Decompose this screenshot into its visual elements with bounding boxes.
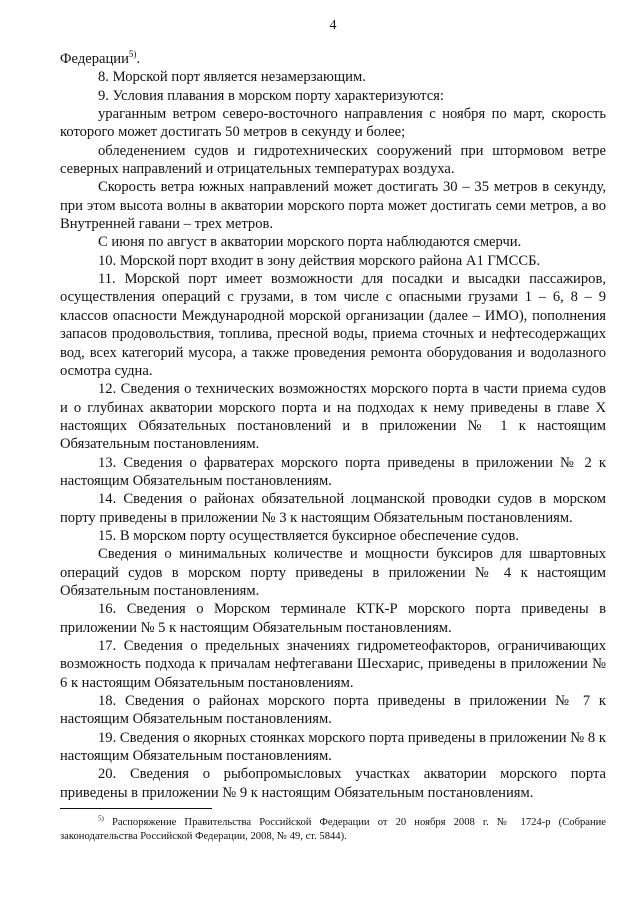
paragraph-item-16: 16. Сведения о Морском терминале КТК-Р морского порта приведены в приложении № 5 к настоящим Обязательным постановлениям. [60, 601, 606, 636]
paragraph-item-8: 8. Морской порт является незамерзающим. [98, 69, 366, 86]
paragraph-item-10: 10. Морской порт входит в зону действия морского района А1 ГМССБ. [98, 252, 541, 269]
footnote [60, 816, 606, 844]
paragraph-item-17: 17. Сведения о предельных значениях гидрометеофакторов, ограничивающих возможность подхода к причалам нефтегавани Шесхарис, приведены в приложении № 6 к настоящим Обязательным постановлениям. [60, 638, 606, 691]
paragraph-item-20: 20. Сведения о рыбопромысловых участках акватории морского порта приведены в приложении № 9 к настоящим Обязательным постановлениям. [60, 766, 606, 801]
paragraph-item-12: 12. Сведения о технических возможностях морского порта в части приема судов и о глубинах акватории морского порта и на подходах к нему приведены в главе X настоящих Обязательных постановлений и в приложении № 1 к настоящим Обязательным постановлениям. [60, 381, 606, 453]
footnote-mark: 5) [98, 814, 104, 823]
document-page [60, 0, 606, 905]
paragraph-item-13: 13. Сведения о фарватерах морского порта приведены в приложении № 2 к настоящим Обязательным постановлениям. [60, 454, 606, 489]
paragraph-item-19: 19. Сведения о якорных стоянках морского порта приведены в приложении № 8 к настоящим Обязательным постановлениям. [60, 729, 606, 765]
footnote-reference: 5) [128, 49, 137, 60]
paragraph-item-11: 11. Морской порт имеет возможности для посадки и высадки пассажиров, осуществления операций с грузами, в том числе с опасными грузами 1 – 6, 8 – 9 классов опасности Международной морской организации (далее – ИМО), пополнения запасов продовольствия, топлива, пресной воды, приема сточных и нефтесодержащих вод, всех категорий мусора, а также проведения ремонта оборудования и водолазного осмотра судна. [60, 271, 606, 379]
continuation-paragraph [60, 50, 606, 68]
continuation-text: Федерации [60, 51, 129, 67]
page-number: 4 [329, 18, 337, 33]
paragraph-waterspouts: С июня по август в акватории морского порта наблюдаются смерчи. [98, 234, 522, 251]
paragraph-item-14: 14. Сведения о районах обязательной лоцманской проводки судов в морском порту приведены в приложении № 3 к настоящим Обязательным постановлениям. [60, 491, 606, 526]
paragraph-item-9-icing: обледенением судов и гидротехнических сооружений при штормовом ветре северных направлений и отрицательных температурах воздуха. [60, 142, 606, 178]
footnote-divider [60, 808, 212, 809]
paragraph-south-wind-speed: Скорость ветра южных направлений может достигать 30 – 35 метров в секунду, при этом высота волны в акватории морского порта может достигать семи метров, а во Внутренней гавани – трех метров. [60, 179, 606, 233]
paragraph-item-9: 9. Условия плавания в морском порту характеризуются: [98, 87, 444, 104]
footnote-text: Распоряжение Правительства Российской Федерации от 20 ноября 2008 г. № 1724-р (Собрание законодательства Российской Федерации, 2008, № 49, ст. 5844). [60, 817, 606, 842]
paragraph-item-9-hurricane-wind: ураганным ветром северо-восточного направления с ноября по март, скорость которого может достигать 50 метров в секунду и более; [60, 106, 606, 141]
continuation-end: . [136, 51, 141, 67]
paragraph-item-15: 15. В морском порту осуществляется буксирное обеспечение судов. [98, 527, 520, 544]
document-body [60, 50, 606, 802]
paragraph-item-18: 18. Сведения о районах морского порта приведены в приложении № 7 к настоящим Обязательным постановлениям. [60, 693, 606, 728]
paragraph-tugboats: Сведения о минимальных количестве и мощности буксиров для швартовных операций судов в морском порту приведены в приложении № 4 к настоящим Обязательным постановлениям. [60, 546, 606, 599]
